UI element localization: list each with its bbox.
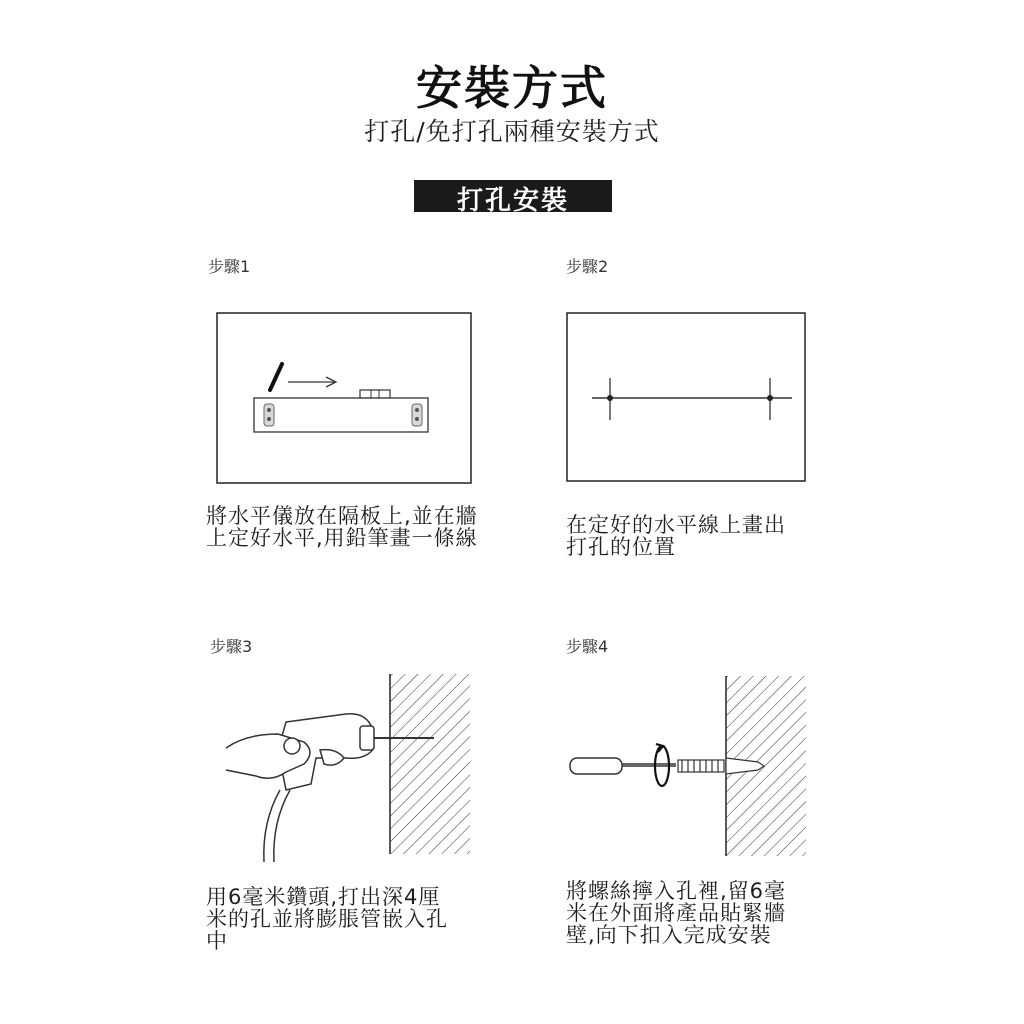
step-2-description: 在定好的水平線上畫出 打孔的位置 bbox=[566, 513, 786, 559]
power-drill-icon bbox=[226, 714, 374, 862]
page-subtitle: 打孔/免打孔兩種安裝方式 bbox=[364, 117, 660, 146]
shelf-board bbox=[254, 398, 428, 432]
screwdriver-icon bbox=[570, 758, 676, 774]
step-1-description: 將水平儀放在隔板上,並在牆 上定好水平,用鉛筆畫一條線 bbox=[206, 504, 478, 550]
step-2-label: 步驟2 bbox=[566, 257, 609, 276]
step-3-description: 用6毫米鑽頭,打出深4厘 米的孔並將膨脹管嵌入孔 中 bbox=[206, 885, 448, 953]
rotate-clockwise-icon bbox=[655, 744, 669, 786]
section-tag-drilling: 打孔安裝 bbox=[414, 180, 612, 212]
drill-mark-left bbox=[607, 395, 613, 401]
step-3-label: 步驟3 bbox=[210, 637, 253, 656]
wall-hatched bbox=[390, 674, 470, 854]
step-3-illustration bbox=[216, 672, 476, 872]
step-4-description: 將螺絲擰入孔裡,留6毫 米在外面將產品貼緊牆 壁,向下扣入完成安裝 bbox=[566, 879, 787, 947]
step-4-illustration bbox=[566, 672, 810, 862]
spirit-level-icon bbox=[360, 390, 390, 398]
drill-mark-right bbox=[767, 395, 773, 401]
step-2-illustration bbox=[566, 312, 806, 484]
step-1-label: 步驟1 bbox=[208, 257, 251, 276]
page-title: 安裝方式 bbox=[416, 61, 608, 115]
step-4-label: 步驟4 bbox=[566, 637, 609, 656]
step-1-illustration bbox=[216, 312, 472, 484]
